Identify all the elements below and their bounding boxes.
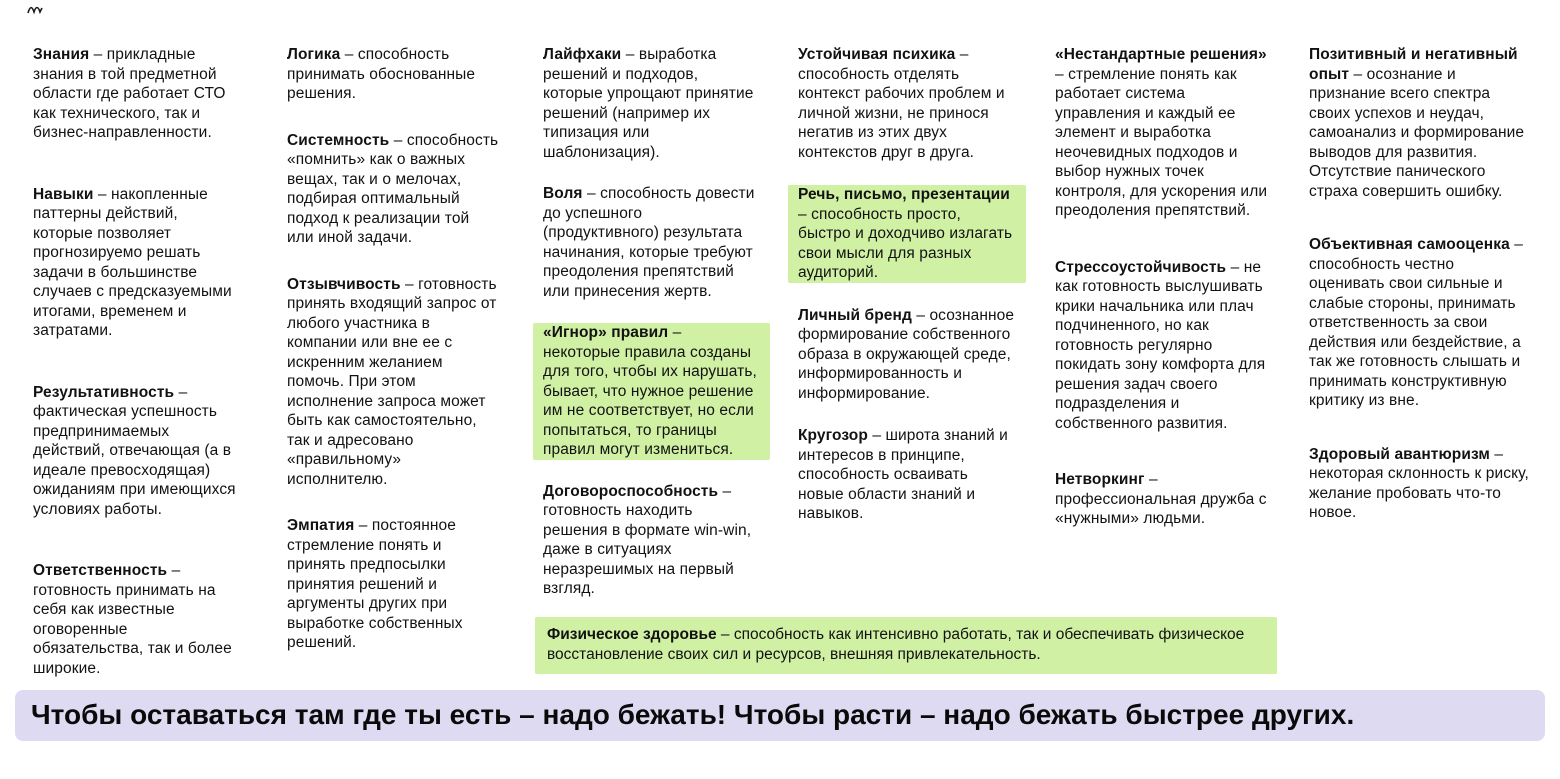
term-ignor-pravil: «Игнор» правил <box>543 324 669 342</box>
block-volya <box>533 184 770 301</box>
sep: – <box>582 185 601 203</box>
term-lichnyy-brend: Личный бренд <box>798 306 912 324</box>
term-otvetstvennost: Ответственность <box>33 562 168 580</box>
term-netvorking: Нетворкинг <box>1055 471 1145 489</box>
desc-fizicheskoe-zdorove: способность как интенсивно работать, так и обеспечивать физическое восстановление своих сил и ресурсов, внешняя привлекательность. <box>547 626 1245 664</box>
sep: – <box>89 46 107 63</box>
sep: – <box>718 482 732 500</box>
block-navyki <box>33 185 240 341</box>
desc-otzyvchivost: готовность принять входящий запрос от любого участника в компании или вне ее с искренним желанием помочь. При этом исполнение запроса может быть как самостоятельно, так и адресовано «правильному» исполнителю. <box>287 275 497 488</box>
term-lifehacks: Лайфхаки <box>543 46 622 63</box>
sep: – <box>167 562 181 580</box>
sep: – <box>1144 471 1158 489</box>
desc-rech-pismo-prezentatsii: способность просто, быстро и доходчиво излагать свои мысли для разных аудиторий. <box>798 205 1013 282</box>
term-rezultativnost: Результативность <box>33 383 175 401</box>
term-navyki: Навыки <box>33 185 94 203</box>
block-stressoustoychivost <box>1055 258 1273 434</box>
desc-ustoychivaya-psikhika: способность отделять контекст рабочих проблем и личной жизни, не принося негатив из этих двух контекстов друг в друга. <box>798 65 1005 161</box>
term-stressoustoychivost: Стрессоустойчивость <box>1055 258 1227 276</box>
term-volya: Воля <box>543 185 583 203</box>
term-fizicheskoe-zdorove: Физическое здоровье <box>547 626 717 643</box>
sep: – <box>340 46 358 63</box>
block-nestandartnye-resheniya <box>1055 45 1273 221</box>
column-1 <box>33 45 240 678</box>
column-6 <box>1309 45 1531 523</box>
block-lifehacks <box>533 45 770 162</box>
desc-empatiya: постоянное стремление понять и принять предпосылки принятия решений и аргументы других при выработке собственных решений. <box>287 517 463 652</box>
desc-lifehacks: выработка решений и подходов, которые упрощают принятие решений (например их типизация или шаблонизация). <box>543 46 754 161</box>
sep: – <box>93 185 112 203</box>
term-dogovorosposobnost: Договороспособность <box>543 482 719 500</box>
sep: – <box>1490 445 1504 463</box>
desc-dogovorosposobnost: готовность находить решения в формате win-win, даже в ситуациях неразрешимых на первый взгляд. <box>543 502 752 598</box>
sep: – <box>1509 236 1523 254</box>
desc-krugozor: широта знаний и интересов в принципе, способность осваивать новые области знаний и навыков. <box>798 427 1008 523</box>
desc-ignor-pravil: некоторые правила созданы для того, чтобы их нарушать, бывает, что нужное решение им не соответствует, но если попытаться, то границы правил могут измениться. <box>543 343 757 459</box>
desc-lichnyy-brend: осознанное формирование собственного образа в окружающей среде, информированность и информирование. <box>798 306 1015 402</box>
block-otzyvchivost <box>287 275 499 490</box>
desc-logika: способность принимать обоснованные решения. <box>287 46 476 103</box>
desc-nestandartnye-resheniya: стремление понять как работает система управления и каждый ее элемент и выработка неочевидных подходов и выбор нужных точек контроля, для ускорения или преодоления препятствий. <box>1055 65 1268 220</box>
sep: – <box>174 383 188 401</box>
sep: – <box>1055 65 1069 83</box>
column-3 <box>533 45 770 599</box>
sep: – <box>716 626 734 643</box>
column-4 <box>788 45 1026 524</box>
block-pozitivnyy-negativnyy-opyt <box>1309 45 1531 201</box>
block-sistemnost <box>287 131 499 248</box>
term-empatiya: Эмпатия <box>287 517 355 535</box>
block-fizicheskoe-zdorove-highlighted <box>535 617 1277 674</box>
desc-obektivnaya-samootsenka: способность честно оценивать свои сильные и слабые стороны, принимать ответственность за свои действия или бездействие, а так же готовность слышать и принимать конструктивную критику из вне. <box>1309 255 1521 410</box>
term-pozitivnyy-negativnyy-opyt: Позитивный и негативный опыт <box>1309 46 1518 83</box>
column-2 <box>287 45 499 653</box>
block-znaniya <box>33 45 240 143</box>
corner-scribble-mark <box>27 4 43 16</box>
sep: – <box>389 131 407 149</box>
block-krugozor <box>788 426 1026 524</box>
desc-sistemnost: способность «помнить» как о важных вещах, так и о мелочах, подбирая оптимальный подход к реализации той или иной задачи. <box>287 131 499 247</box>
desc-navyki: накопленные паттерны действий, которые позволяет прогнозируемо решать задачи в большинстве случаев с предсказуемыми итогами, временем и затратами. <box>33 185 232 340</box>
block-ignor-pravil-highlighted <box>533 323 770 460</box>
block-netvorking <box>1055 470 1273 529</box>
term-sistemnost: Системность <box>287 131 390 149</box>
term-logika: Логика <box>287 46 341 63</box>
term-ustoychivaya-psikhika: Устойчивая психика <box>798 46 956 63</box>
block-ustoychivaya-psikhika <box>788 45 1026 162</box>
quote-banner <box>15 690 1545 741</box>
sep: – <box>1349 65 1367 83</box>
block-logika <box>287 45 499 104</box>
block-empatiya <box>287 516 499 653</box>
sep: – <box>621 46 639 63</box>
term-znaniya: Знания <box>33 46 90 63</box>
block-obektivnaya-samootsenka <box>1309 235 1531 411</box>
block-rech-pismo-prezentatsii-highlighted <box>788 185 1026 283</box>
column-5 <box>1055 45 1273 529</box>
desc-stressoustoychivost: не как готовность выслушивать крики начальника или плач подчиненного, но как готовность регулярно покидать зону комфорта для решения задач своего подразделения и собственного развития. <box>1055 258 1266 432</box>
term-rech-pismo-prezentatsii: Речь, письмо, презентации <box>798 186 1010 204</box>
sep: – <box>955 46 969 63</box>
desc-volya: способность довести до успешного (продуктивного) результата начинания, которые требуют преодоления препятствий или принесения жертв. <box>543 185 755 300</box>
desc-pozitivnyy-negativnyy-opyt: осознание и признание всего спектра своих успехов и неудач, самоанализ и формирование выводов для развития. Отсутствие панического страха совершить ошибку. <box>1309 65 1525 200</box>
block-zdorovyy-avantyurizm <box>1309 445 1531 523</box>
sep: – <box>668 324 682 342</box>
term-otzyvchivost: Отзывчивость <box>287 275 401 293</box>
sep: – <box>354 517 372 535</box>
desc-netvorking: профессиональная дружба с «нужными» людьми. <box>1055 490 1267 528</box>
sep: – <box>1226 258 1244 276</box>
block-otvetstvennost <box>33 561 240 678</box>
term-zdorovyy-avantyurizm: Здоровый авантюризм <box>1309 445 1490 463</box>
term-obektivnaya-samootsenka: Объективная самооценка <box>1309 236 1510 254</box>
sep: – <box>400 275 419 293</box>
desc-znaniya: прикладные знания в той предметной области где работает СТО как технического, так и бизнес-направленности. <box>33 46 226 142</box>
desc-otvetstvennost: готовность принимать на себя как известные оговоренные обязательства, так и более широкие. <box>33 581 232 677</box>
block-dogovorosposobnost <box>533 482 770 599</box>
sep: – <box>798 205 812 223</box>
sep: – <box>911 306 930 324</box>
block-rezultativnost <box>33 383 240 520</box>
desc-rezultativnost: фактическая успешность предпринимаемых действий, отвечающая (а в идеале превосходящая) ожиданиям при имеющихся условиях работы. <box>33 403 236 518</box>
desc-zdorovyy-avantyurizm: некоторая склонность к риску, желание пробовать что-то новое. <box>1309 465 1529 522</box>
term-krugozor: Кругозор <box>798 427 868 445</box>
block-lichnyy-brend <box>788 306 1026 404</box>
sep: – <box>867 427 886 445</box>
term-nestandartnye-resheniya: «Нестандартные решения» <box>1055 46 1267 63</box>
quote-text: Чтобы оставаться там где ты есть – надо бежать! Чтобы расти – надо бежать быстрее других. <box>31 699 1355 730</box>
